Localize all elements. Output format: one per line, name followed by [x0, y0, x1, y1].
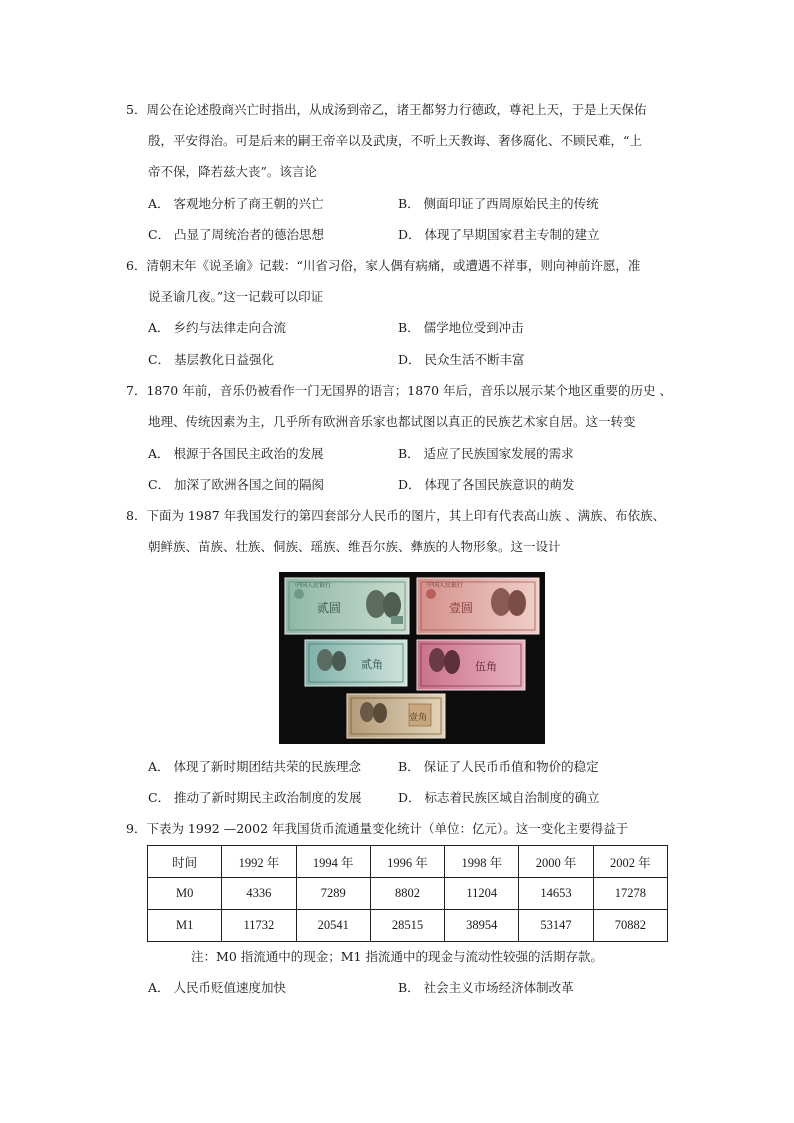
table-cell: 4336 — [222, 878, 296, 910]
q7-stem-line2: 地理、传统因素为主，几乎所有欧洲音乐家也都试图以真正的民族艺术家自居。这一转变 — [148, 414, 636, 429]
q9-option-a: A． 人民币贬值速度加快 — [148, 980, 287, 995]
table-header-cell: 时间 — [148, 846, 222, 878]
table-header-cell: 1994 年 — [296, 846, 370, 878]
banknotes-illustration — [279, 572, 545, 744]
table-cell: 8802 — [370, 878, 444, 910]
bill1-bank-name: 中国人民银行 — [295, 582, 332, 589]
table-row — [148, 910, 668, 942]
q7-option-a: A． 根源于各国民主政治的发展 — [148, 446, 324, 461]
q8-option-b: B． 保证了人民币币值和物价的稳定 — [398, 759, 599, 774]
bill1-denomination: 贰圆 — [317, 601, 342, 615]
table-cell: 20541 — [296, 910, 370, 942]
q8-option-d: D． 标志着民族区域自治制度的确立 — [398, 790, 600, 805]
q6-stem-line2: 说圣谕几夜。”这一记载可以印证 — [148, 289, 324, 304]
q6-option-c: C． 基层教化日益强化 — [148, 352, 275, 367]
table-row — [148, 878, 668, 910]
q5-stem-line3: 帝不保，降若兹大丧”。该言论 — [148, 164, 317, 179]
q5-option-a: A． 客观地分析了商王朝的兴亡 — [148, 196, 324, 211]
bill5-denomination: 壹角 — [409, 713, 428, 723]
q6-option-a: A． 乡约与法律走向合流 — [148, 320, 287, 335]
table-header-cell: 1996 年 — [370, 846, 444, 878]
banknote-2-jiao — [305, 640, 407, 686]
q5-option-d: D． 体现了早期国家君主专制的建立 — [398, 227, 600, 242]
table-cell: 70882 — [593, 910, 667, 942]
money-supply-table — [147, 845, 668, 942]
q9-stem-line1: 9．下表为 1992 —2002 年我国货币流通量变化统计（单位：亿元）。这一变化主要得益于 — [126, 821, 629, 836]
bill2-denomination: 壹圆 — [449, 601, 474, 615]
table-cell: 11732 — [222, 910, 296, 942]
table-cell: 53147 — [519, 910, 593, 942]
table-cell: M1 — [148, 910, 222, 942]
q7-option-b: B． 适应了民族国家发展的需求 — [398, 446, 574, 461]
bill3-denomination: 贰角 — [361, 658, 383, 671]
table-cell: 17278 — [593, 878, 667, 910]
q6-option-b: B． 儒学地位受到冲击 — [398, 320, 524, 335]
q8-option-c: C． 推动了新时期民主政治制度的发展 — [148, 790, 362, 805]
bill2-bank-name: 中国人民银行 — [427, 582, 464, 589]
q5-option-b: B． 侧面印证了西周原始民主的传统 — [398, 196, 599, 211]
q5-stem-line1: 5．周公在论述殷商兴亡时指出，从成汤到帝乙，诸王都努力行德政，尊祀上天，于是上天保佑 — [126, 102, 647, 117]
table-cell: 28515 — [370, 910, 444, 942]
q8-stem-line1: 8．下面为 1987 年我国发行的第四套部分人民币的图片，其上印有代表高山族 、满族、布依族、 — [126, 508, 666, 523]
table-header-cell: 1998 年 — [445, 846, 519, 878]
table-cell: 38954 — [445, 910, 519, 942]
table-header-cell: 1992 年 — [222, 846, 296, 878]
table-cell: M0 — [148, 878, 222, 910]
q8-option-a: A． 体现了新时期团结共荣的民族理念 — [148, 759, 362, 774]
table-header-cell: 2002 年 — [593, 846, 667, 878]
q6-option-d: D． 民众生活不断丰富 — [398, 352, 525, 367]
q7-option-c: C． 加深了欧洲各国之间的隔阂 — [148, 477, 325, 492]
q7-stem-line1: 7．1870 年前，音乐仍被看作一门无国界的语言；1870 年后，音乐以展示某个地区重要的历史 、 — [126, 383, 672, 398]
banknotes-photo — [279, 572, 545, 744]
q7-option-d: D． 体现了各国民族意识的萌发 — [398, 477, 575, 492]
table-header-cell: 2000 年 — [519, 846, 593, 878]
q6-stem-line1: 6．清朝末年《说圣谕》记载：“川省习俗，家人偶有病痛，或遭遇不祥事，则向神前许愿，准 — [126, 258, 641, 273]
q8-stem-line2: 朝鲜族、苗族、壮族、侗族、瑶族、维吾尔族、彝族的人物形象。这一设计 — [148, 539, 561, 554]
table-cell: 7289 — [296, 878, 370, 910]
table-cell: 14653 — [519, 878, 593, 910]
table-header-row — [148, 846, 668, 878]
q9-option-b: B． 社会主义市场经济体制改革 — [398, 980, 574, 995]
q5-stem-line2: 殷，平安得治。可是后来的嗣王帝辛以及武庚，不听上天教诲、奢侈腐化、不顾民难，“上 — [148, 133, 642, 148]
banknote-5-jiao — [417, 640, 525, 690]
q5-option-c: C． 凸显了周统治者的德治思想 — [148, 227, 325, 242]
banknote-1-jiao — [347, 694, 445, 738]
table-cell: 11204 — [445, 878, 519, 910]
table-footnote: 注：M0 指流通中的现金；M1 指流通中的现金与流动性较强的活期存款。 — [191, 949, 603, 964]
bill4-denomination: 伍角 — [475, 660, 497, 673]
